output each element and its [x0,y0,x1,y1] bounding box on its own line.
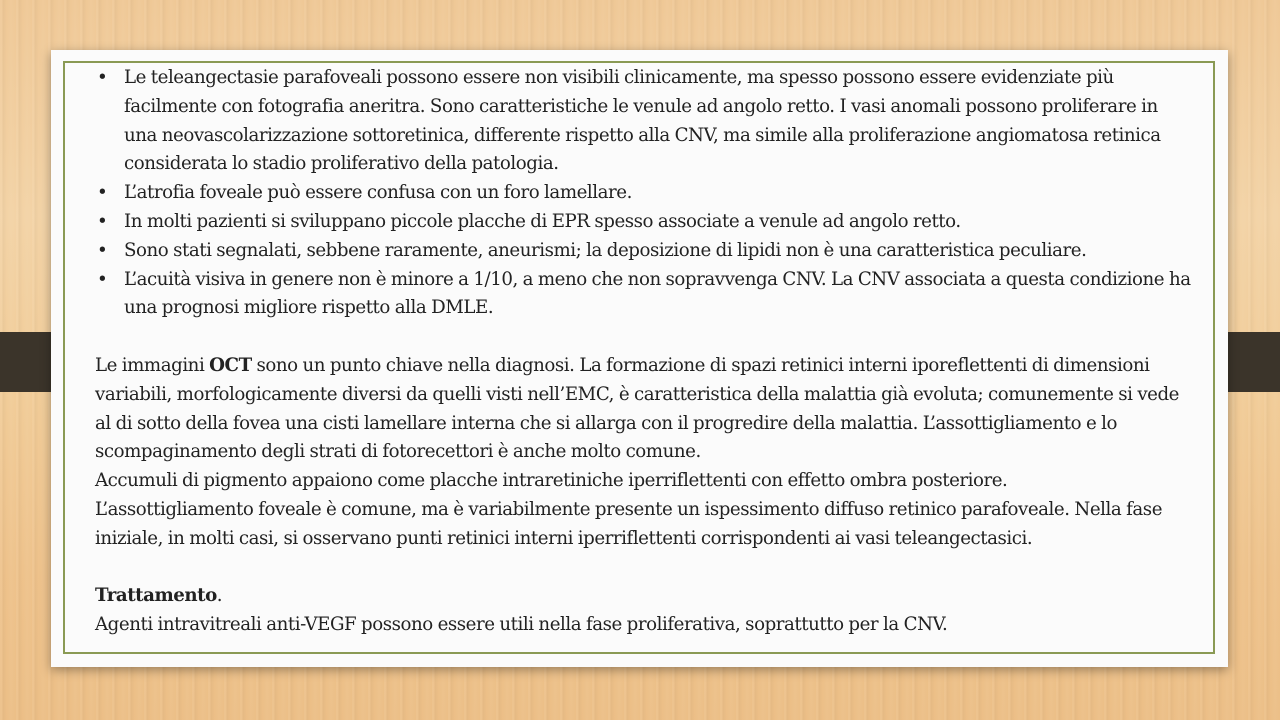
bullet-dot-icon: • [97,239,108,261]
bullet-text: Sono stati segnalati, sebbene raramente, aneurismi; la deposizione di lipidi non è una caratteristica peculiare. [124,239,1087,261]
oct-paragraph [95,352,1195,467]
pigment-paragraph: Accumuli di pigmento appaiono come placche intraretiniche iperriflettenti con effetto ombra posteriore. [95,470,1008,492]
treatment-heading-text: Trattamento [95,585,217,607]
decorative-band-left [0,332,54,392]
bullet-dot-icon: • [97,210,108,232]
bullet-item [95,64,1195,179]
bullet-text: L’atrofia foveale può essere confusa con un foro lamellare. [124,182,632,204]
slide [51,50,1228,667]
slide-content [95,64,1195,640]
treatment-paragraph: Agenti intravitreali anti-VEGF possono essere utili nella fase proliferativa, soprattutto per la CNV. [95,614,948,636]
treatment-heading-suffix: . [216,585,223,607]
oct-intro: Le immagini [95,354,210,376]
bullet-dot-icon: • [97,182,108,204]
bullet-item [95,237,1195,266]
foveal-paragraph: L’assottigliamento foveale è comune, ma è variabilmente presente un ispessimento diffuso retinico parafoveale. Nella fase iniziale, in molti casi, si osservano punti retinici interni iperriflettenti corrispondenti ai vasi teleangectasici. [95,498,1163,549]
bullet-dot-icon: • [97,268,108,290]
bullet-item [95,179,1195,208]
bullet-dot-icon: • [97,67,108,88]
bullet-item [95,266,1195,324]
bullet-list [95,64,1195,323]
bullet-text: Le teleangectasie parafoveali possono essere non visibili clinicamente, ma spesso possono essere evidenziate più facilmente con fotografia aneritra. Sono caratteristiche le venule ad angolo retto. I vasi anomali possono proliferare in una neovascolarizzazione sottoretinica, differente rispetto alla CNV, ma simile alla proliferazione angiomatosa retinica considerata lo stadio proliferativo della patologia. [124,67,1161,175]
oct-term: OCT [209,354,252,376]
bullet-text: L’acuità visiva in genere non è minore a 1/10, a meno che non sopravvenga CNV. La CNV associata a questa condizione ha una prognosi migliore rispetto alla DMLE. [124,268,1191,319]
bullet-item [95,208,1195,237]
oct-text: sono un punto chiave nella diagnosi. La formazione di spazi retinici interni iporeflettenti di dimensioni variabili, morfologicamente diversi da quelli visti nell’EMC, è caratteristica della malattia già evoluta; comunemente si vede al di sotto della fovea una cisti lamellare interna che si allarga con il progredire della malattia. L’assottigliamento e lo scompaginamento degli strati di fotorecettori è anche molto comune. [95,354,1179,463]
treatment-heading [95,582,1195,611]
bullet-text: In molti pazienti si sviluppano piccole placche di EPR spesso associate a venule ad angolo retto. [124,210,961,232]
